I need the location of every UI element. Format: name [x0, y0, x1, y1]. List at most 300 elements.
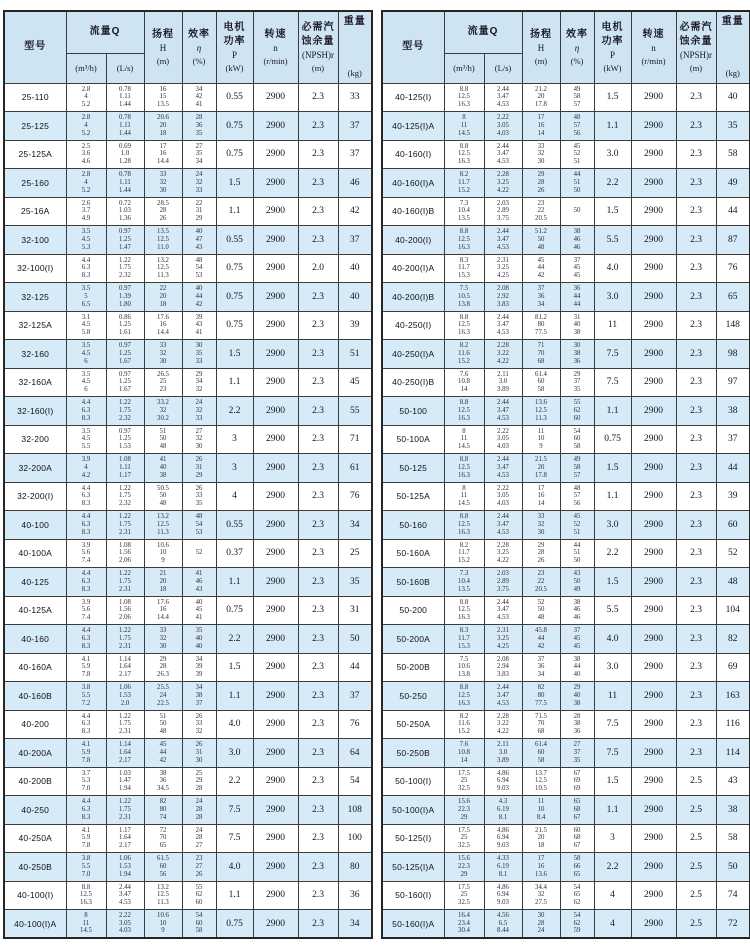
head-value-line: 37 — [537, 655, 545, 663]
flow-ls-value-line: 1.25 — [119, 321, 131, 329]
head-value-line: 18 — [537, 842, 545, 850]
flow-m3h-value-line: 8.3 — [81, 272, 91, 280]
col-header-weight-line: (kg) — [347, 68, 362, 79]
flow-m3h-value-line: 5.5 — [81, 691, 91, 699]
flow-m3h-value-line: 3.9 — [81, 456, 91, 464]
flow-ls-value-line: 9.03 — [497, 785, 509, 793]
flow-ls-value-line: 1.61 — [119, 329, 131, 337]
head-value-line: 11.3 — [535, 414, 547, 422]
head-cell — [522, 368, 560, 397]
efficiency-value-line: 26 — [195, 712, 203, 720]
flow-m3h-value-line: 8.3 — [81, 728, 91, 736]
flow-m3h-value-line: 14 — [460, 386, 468, 394]
npsh-cell: 2.3 — [676, 539, 716, 568]
flow-m3h-value-line: 8.2 — [459, 712, 469, 720]
flow-ls-value-line: 1.75 — [119, 805, 131, 813]
flow-m3h-value-line: 3.1 — [81, 313, 91, 321]
efficiency-cell — [560, 710, 594, 739]
efficiency-value-line: 41 — [195, 614, 203, 622]
flow-m3h-value-line: 8 — [462, 114, 466, 122]
flow-ls-value-line: 0.78 — [119, 171, 131, 179]
efficiency-value-line: 62 — [573, 406, 581, 414]
flow-ls-value-line: 2.28 — [497, 342, 509, 350]
model-cell: 40-100A — [4, 539, 66, 568]
flow-m3h-value-line: 4 — [84, 178, 88, 186]
flow-ls-cell — [106, 625, 144, 654]
flow-ls-cell — [484, 881, 522, 910]
efficiency-value-line: 40 — [573, 671, 581, 679]
efficiency-cell — [182, 853, 216, 882]
flow-ls-value-line: 2.0 — [120, 699, 130, 707]
npsh-cell: 2.5 — [676, 910, 716, 939]
head-cell — [522, 881, 560, 910]
flow-m3h-value-line: 16.3 — [458, 329, 470, 337]
flow-m3h-cell — [66, 739, 106, 768]
speed-cell: 2900 — [631, 739, 676, 768]
flow-ls-value-line: 1.25 — [119, 435, 131, 443]
head-value-line: 42 — [537, 642, 545, 650]
speed-cell: 2900 — [253, 539, 298, 568]
weight-cell: 69 — [716, 653, 750, 682]
flow-m3h-value-line: 13.8 — [458, 671, 470, 679]
power-cell: 7.5 — [594, 340, 631, 369]
efficiency-value-line: 37 — [573, 627, 581, 635]
table-row — [4, 824, 372, 853]
flow-m3h-value-line: 3.6 — [81, 150, 91, 158]
npsh-cell: 2.3 — [298, 881, 338, 910]
head-value-line: 17.8 — [535, 471, 547, 479]
flow-ls-value-line: 2.44 — [497, 142, 509, 150]
efficiency-value-line: 40 — [195, 642, 203, 650]
speed-cell: 2900 — [631, 283, 676, 312]
flow-ls-cell — [106, 454, 144, 483]
weight-cell: 42 — [338, 197, 372, 226]
efficiency-cell — [182, 596, 216, 625]
efficiency-value-line: 48 — [573, 484, 581, 492]
flow-m3h-value-line: 22.3 — [458, 862, 470, 870]
efficiency-value-line: 38 — [195, 691, 203, 699]
flow-ls-value-line: 0.97 — [119, 342, 131, 350]
table-row — [382, 910, 750, 939]
flow-m3h-value-line: 12.5 — [458, 463, 470, 471]
efficiency-value-line: 44 — [195, 292, 203, 300]
head-value-line: 22.5 — [157, 699, 169, 707]
flow-ls-value-line: 3.0 — [498, 748, 508, 756]
flow-m3h-value-line: 3.9 — [81, 541, 91, 549]
power-cell: 5.5 — [594, 596, 631, 625]
efficiency-cell — [182, 226, 216, 255]
flow-ls-cell — [106, 596, 144, 625]
efficiency-value-line: 27 — [195, 862, 203, 870]
head-value-line: 36 — [537, 663, 545, 671]
npsh-cell: 2.3 — [298, 397, 338, 426]
col-header-model-label: 型号 — [24, 41, 47, 53]
flow-ls-value-line: 1.08 — [119, 541, 131, 549]
weight-cell: 74 — [716, 881, 750, 910]
flow-ls-value-line: 4.53 — [497, 101, 509, 109]
flow-m3h-cell — [444, 881, 484, 910]
flow-m3h-value-line: 6.5 — [81, 300, 91, 308]
weight-cell: 97 — [716, 368, 750, 397]
npsh-cell: 2.3 — [298, 140, 338, 169]
flow-m3h-value-line: 11 — [460, 492, 468, 500]
flow-ls-value-line: 1.75 — [119, 406, 131, 414]
efficiency-value-line: 31 — [195, 207, 203, 215]
head-value-line: 32 — [159, 406, 167, 414]
model-cell: 50-200B — [382, 653, 444, 682]
flow-m3h-value-line: 8.2 — [459, 342, 469, 350]
table-row — [382, 511, 750, 540]
efficiency-cell — [560, 254, 594, 283]
speed-cell: 2900 — [631, 539, 676, 568]
table-row — [4, 568, 372, 597]
flow-ls-value-line: 2.28 — [497, 712, 509, 720]
flow-m3h-value-line: 7.5 — [459, 285, 469, 293]
flow-ls-value-line: 3.25 — [497, 178, 509, 186]
flow-m3h-value-line: 8.8 — [459, 313, 469, 321]
efficiency-value-line: 37 — [573, 256, 581, 264]
speed-cell: 2900 — [631, 140, 676, 169]
flow-m3h-cell — [66, 140, 106, 169]
efficiency-value-line: 35 — [195, 627, 203, 635]
flow-m3h-cell — [444, 311, 484, 340]
flow-m3h-cell — [66, 710, 106, 739]
efficiency-cell — [560, 169, 594, 198]
head-value-line: 30.2 — [157, 414, 169, 422]
flow-m3h-value-line: 3.8 — [81, 684, 91, 692]
speed-cell: 2900 — [631, 311, 676, 340]
head-value-line: 60 — [537, 378, 545, 386]
col-header-npsh-stack-line: (NPSH)r — [679, 49, 712, 60]
weight-cell: 44 — [716, 197, 750, 226]
model-cell: 40-100 — [4, 511, 66, 540]
flow-m3h-cell — [444, 340, 484, 369]
flow-ls-value-line: 2.44 — [497, 513, 509, 521]
head-value-line: 20 — [159, 292, 167, 300]
table-row — [382, 425, 750, 454]
head-value-line: 50 — [537, 235, 545, 243]
flow-ls-value-line: 9.03 — [497, 842, 509, 850]
flow-ls-value-line: 1.22 — [119, 484, 131, 492]
head-value-line: 17.6 — [157, 598, 169, 606]
head-value-line: 20 — [159, 577, 167, 585]
col-header-efficiency-stack-line: 效率 — [566, 28, 588, 40]
col-header-npsh — [676, 11, 716, 83]
flow-m3h-value-line: 12.5 — [458, 520, 470, 528]
flow-ls-cell — [484, 368, 522, 397]
flow-ls-cell — [484, 169, 522, 198]
flow-ls-value-line: 2.44 — [497, 399, 509, 407]
head-cell — [144, 368, 182, 397]
flow-ls-value-line: 2.44 — [119, 883, 131, 891]
flow-ls-value-line: 2.08 — [497, 285, 509, 293]
efficiency-value-line: 30 — [195, 342, 203, 350]
power-cell: 1.1 — [216, 568, 253, 597]
flow-m3h-cell — [66, 340, 106, 369]
weight-cell: 50 — [338, 625, 372, 654]
power-cell: 1.1 — [594, 112, 631, 141]
flow-m3h-value-line: 2.5 — [81, 142, 91, 150]
flow-ls-value-line: 4.86 — [497, 883, 509, 891]
head-value-line: 16 — [159, 150, 167, 158]
flow-m3h-value-line: 8.3 — [81, 414, 91, 422]
efficiency-value-line: 33 — [195, 414, 203, 422]
npsh-cell: 2.3 — [676, 140, 716, 169]
table-row — [382, 311, 750, 340]
flow-ls-cell — [106, 368, 144, 397]
head-value-line: 22 — [159, 285, 167, 293]
flow-ls-value-line: 2.32 — [119, 500, 131, 508]
col-header-motor-power-stack-line: 功率 — [601, 35, 624, 47]
flow-ls-value-line: 3.47 — [497, 463, 509, 471]
head-value-line: 77.5 — [535, 329, 547, 337]
flow-m3h-value-line: 6.3 — [81, 720, 91, 728]
head-value-line: 10.6 — [157, 541, 169, 549]
weight-cell: 65 — [716, 283, 750, 312]
flow-m3h-value-line: 7.8 — [81, 842, 91, 850]
flow-m3h-value-line: 8.8 — [459, 399, 469, 407]
weight-cell: 80 — [338, 853, 372, 882]
flow-m3h-value-line: 32.5 — [458, 899, 470, 907]
flow-m3h-value-line: 12.5 — [458, 150, 470, 158]
flow-ls-value-line: 1.75 — [119, 720, 131, 728]
head-value-line: 24 — [159, 691, 167, 699]
efficiency-value-line: 24 — [195, 399, 203, 407]
head-cell — [522, 910, 560, 939]
table-row — [382, 368, 750, 397]
efficiency-value-line: 67 — [573, 842, 581, 850]
model-cell: 40-200 — [4, 710, 66, 739]
efficiency-value-line: 45 — [195, 606, 203, 614]
head-value-line: 13.2 — [157, 883, 169, 891]
efficiency-value-line: 42 — [195, 93, 203, 101]
efficiency-cell — [182, 653, 216, 682]
flow-ls-value-line: 1.25 — [119, 235, 131, 243]
flow-ls-value-line: 4.53 — [497, 158, 509, 166]
npsh-cell: 2.3 — [298, 568, 338, 597]
flow-ls-value-line: 3.25 — [497, 264, 509, 272]
weight-cell: 44 — [716, 454, 750, 483]
head-cell — [522, 511, 560, 540]
head-value-line: 28 — [159, 663, 167, 671]
head-value-line: 8.4 — [536, 813, 546, 821]
head-value-line: 17.6 — [157, 313, 169, 321]
head-cell — [144, 197, 182, 226]
table-row — [382, 482, 750, 511]
flow-m3h-value-line: 17.5 — [458, 826, 470, 834]
efficiency-value-line: 43 — [195, 321, 203, 329]
flow-m3h-value-line: 8.2 — [459, 171, 469, 179]
col-header-motor-power-stack-line: 电机 — [601, 21, 624, 33]
flow-m3h-cell — [444, 254, 484, 283]
flow-ls-cell — [484, 340, 522, 369]
flow-m3h-value-line: 7.0 — [81, 870, 91, 878]
flow-m3h-value-line: 4.5 — [81, 378, 91, 386]
head-cell — [144, 112, 182, 141]
flow-m3h-cell — [66, 454, 106, 483]
model-cell: 40-160(I)A — [382, 169, 444, 198]
head-value-line: 13.2 — [157, 256, 169, 264]
head-value-line: 34.4 — [535, 883, 547, 891]
flow-m3h-value-line: 8.3 — [81, 585, 91, 593]
head-cell — [522, 625, 560, 654]
efficiency-value-line: 26 — [195, 484, 203, 492]
head-value-line: 20 — [537, 463, 545, 471]
head-value-line: 13.5 — [157, 228, 169, 236]
model-cell: 25-110 — [4, 83, 66, 112]
efficiency-cell — [560, 112, 594, 141]
efficiency-cell — [560, 625, 594, 654]
efficiency-value-line: 41 — [195, 101, 203, 109]
head-cell — [144, 853, 182, 882]
col-header-model — [382, 11, 444, 83]
flow-m3h-value-line: 16.3 — [80, 899, 92, 907]
table-row — [4, 425, 372, 454]
weight-cell: 76 — [338, 710, 372, 739]
weight-cell: 46 — [338, 169, 372, 198]
flow-m3h-value-line: 4.1 — [81, 741, 91, 749]
model-cell: 50-125 — [382, 454, 444, 483]
flow-ls-value-line: 3.47 — [497, 150, 509, 158]
flow-m3h-value-line: 7.0 — [81, 785, 91, 793]
table-row — [4, 796, 372, 825]
col-header-model-label: 型号 — [402, 41, 425, 53]
npsh-cell: 2.3 — [298, 83, 338, 112]
head-value-line: 61.4 — [535, 741, 547, 749]
npsh-cell: 2.5 — [676, 767, 716, 796]
table-row — [4, 596, 372, 625]
head-value-line: 51 — [159, 712, 167, 720]
head-cell — [144, 83, 182, 112]
head-cell — [522, 83, 560, 112]
col-header-flow-m3h — [444, 53, 484, 83]
speed-cell: 2900 — [253, 881, 298, 910]
model-cell: 25-16A — [4, 197, 66, 226]
flow-ls-cell — [484, 140, 522, 169]
efficiency-cell — [560, 910, 594, 939]
flow-m3h-value-line: 7.8 — [81, 756, 91, 764]
efficiency-value-line: 58 — [573, 443, 581, 451]
flow-ls-value-line: 1.11 — [119, 121, 131, 129]
speed-cell: 2900 — [631, 625, 676, 654]
npsh-cell: 2.3 — [676, 625, 716, 654]
flow-m3h-cell — [66, 881, 106, 910]
head-value-line: 58 — [537, 756, 545, 764]
model-cell: 40-125(I)A — [382, 112, 444, 141]
model-cell: 50-125(I) — [382, 824, 444, 853]
power-cell: 3 — [594, 824, 631, 853]
flow-m3h-value-line: 8 — [462, 484, 466, 492]
flow-ls-cell — [106, 140, 144, 169]
head-value-line: 17 — [537, 855, 545, 863]
head-cell — [144, 254, 182, 283]
efficiency-value-line: 49 — [573, 85, 581, 93]
head-cell — [522, 568, 560, 597]
efficiency-value-line: 28 — [195, 114, 203, 122]
flow-m3h-value-line: 4.9 — [81, 215, 91, 223]
head-value-line: 20.6 — [157, 114, 169, 122]
flow-m3h-value-line: 4.4 — [81, 627, 91, 635]
speed-cell: 2900 — [253, 226, 298, 255]
efficiency-cell — [182, 881, 216, 910]
flow-ls-value-line: 1.94 — [119, 870, 131, 878]
head-value-line: 71 — [537, 342, 545, 350]
head-value-line: 26 — [537, 557, 545, 565]
model-cell: 50-160(I)A — [382, 910, 444, 939]
flow-ls-value-line: 1.22 — [119, 256, 131, 264]
efficiency-value-line: 38 — [573, 699, 581, 707]
flow-ls-cell — [106, 482, 144, 511]
head-cell — [144, 140, 182, 169]
flow-ls-value-line: 6.5 — [498, 919, 508, 927]
efficiency-value-line: 51 — [573, 528, 581, 536]
speed-cell: 2900 — [631, 881, 676, 910]
col-header-speed-stack-line: 转速 — [642, 28, 665, 40]
weight-cell: 39 — [338, 311, 372, 340]
flow-ls-cell — [484, 112, 522, 141]
head-cell — [522, 454, 560, 483]
col-header-speed-stack-line: (r/min) — [263, 55, 288, 66]
flow-ls-cell — [106, 653, 144, 682]
flow-m3h-value-line: 12.5 — [458, 235, 470, 243]
efficiency-cell — [182, 83, 216, 112]
col-header-efficiency — [182, 11, 216, 83]
flow-ls-cell — [484, 397, 522, 426]
npsh-cell: 2.0 — [298, 254, 338, 283]
flow-m3h-value-line: 6.3 — [81, 577, 91, 585]
head-value-line: 33 — [537, 513, 545, 521]
efficiency-value-line: 44 — [573, 663, 581, 671]
flow-m3h-value-line: 8.8 — [459, 513, 469, 521]
weight-cell: 39 — [716, 482, 750, 511]
npsh-cell: 2.3 — [676, 710, 716, 739]
speed-cell: 2900 — [631, 197, 676, 226]
power-cell: 3.0 — [594, 511, 631, 540]
col-header-speed-stack — [632, 29, 676, 66]
table-row — [382, 140, 750, 169]
flow-m3h-value-line: 4.1 — [81, 655, 91, 663]
efficiency-value-line: 29 — [195, 471, 203, 479]
flow-ls-cell — [106, 311, 144, 340]
efficiency-value-line: 41 — [195, 329, 203, 337]
efficiency-value-line: 27 — [195, 427, 203, 435]
flow-ls-value-line: 4.86 — [497, 826, 509, 834]
speed-cell: 2900 — [631, 112, 676, 141]
efficiency-value-line: 54 — [573, 427, 581, 435]
model-cell: 25-125 — [4, 112, 66, 141]
col-header-motor-power-stack-line: 功率 — [223, 35, 246, 47]
flow-ls-value-line: 3.89 — [497, 386, 509, 394]
flow-ls-value-line: 1.47 — [119, 777, 131, 785]
flow-m3h-cell — [444, 653, 484, 682]
efficiency-value-line: 33 — [195, 720, 203, 728]
flow-m3h-value-line: 3.8 — [81, 855, 91, 863]
efficiency-cell — [182, 739, 216, 768]
flow-ls-cell — [106, 112, 144, 141]
efficiency-value-line: 44 — [573, 171, 581, 179]
speed-cell: 2900 — [631, 482, 676, 511]
head-value-line: 33 — [159, 171, 167, 179]
power-cell: 1.5 — [594, 197, 631, 226]
npsh-cell: 2.3 — [298, 539, 338, 568]
power-cell: 0.75 — [216, 140, 253, 169]
efficiency-cell — [560, 454, 594, 483]
head-value-line: 20.5 — [535, 585, 547, 593]
col-header-motor-power-stack-line: (kW) — [603, 62, 622, 73]
power-cell: 3.0 — [594, 140, 631, 169]
head-value-line: 18 — [159, 585, 167, 593]
npsh-cell: 2.3 — [298, 283, 338, 312]
